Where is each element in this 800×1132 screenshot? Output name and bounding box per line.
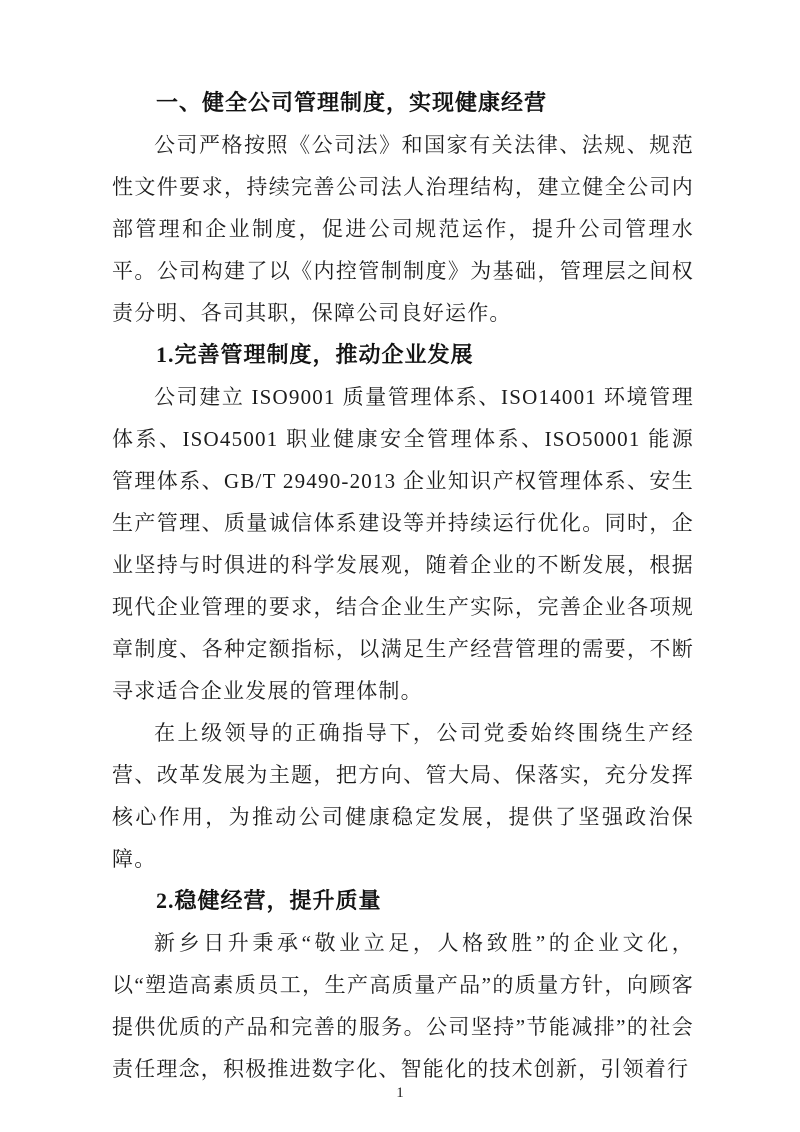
paragraph-company-governance: 公司严格按照《公司法》和国家有关法律、法规、规范性文件要求，持续完善公司法人治理结构，建立健全公司内部管理和企业制度，促进公司规范运作，提升公司管理水平。公司构建了以《内控管制制度》为基础，管理层之间权责分明、各司其职，保障公司良好运作。 xyxy=(112,133,694,325)
paragraph-management-systems: 公司建立 ISO9001 质量管理体系、ISO14001 环境管理体系、ISO45001 职业健康安全管理体系、ISO50001 能源管理体系、GB/T 29490-2013 企业知识产权管理体系、安生生产管理、质量诚信体系建设等并持续运行优化。同时，企业坚持与时俱进的科学发展观，随着企业的不断发展，根据现代企业管理的要求，结合企业生产实际，完善企业各项规章制度、各种定额指标，以满足生产经营管理的需要，不断寻求适合企业发展的管理体制。 xyxy=(112,385,694,703)
paragraph-party-leadership: 在上级领导的正确指导下，公司党委始终围绕生产经营、改革发展为主题，把方向、管大局、保落实，充分发挥核心作用，为推动公司健康稳定发展，提供了坚强政治保障。 xyxy=(112,721,694,871)
section-heading-1: 一、健全公司管理制度，实现健康经营 xyxy=(156,90,548,115)
section-heading-1-2: 2.稳健经营，提升质量 xyxy=(156,888,382,913)
paragraph-quality-culture: 新乡日升秉承“敬业立足，人格致胜”的企业文化，以“塑造高素质员工，生产高质量产品”的质量方针，向顾客提供优质的产品和完善的服务。公司坚持”节能减排”的社会责任理念，积极推进数字化、智能化的技术创新，引领着行 xyxy=(112,931,694,1081)
document-body xyxy=(112,82,694,1090)
page-number: 1 xyxy=(396,1085,404,1101)
section-heading-1-1: 1.完善管理制度，推动企业发展 xyxy=(156,342,474,367)
